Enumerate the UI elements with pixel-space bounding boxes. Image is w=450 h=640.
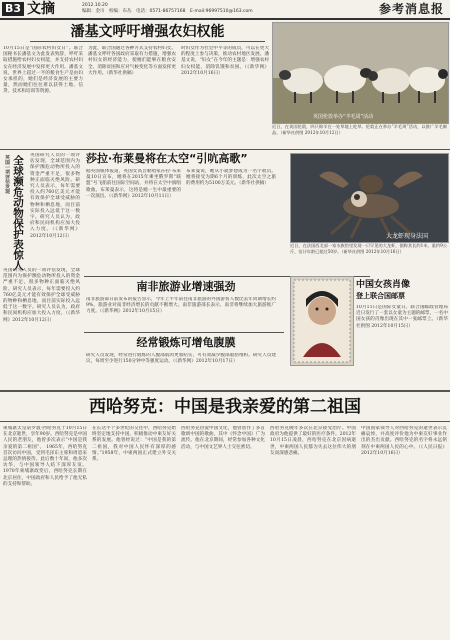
article-top-body-mid: 为此，联合国通过各种方式支持农村妇女。潘基文呼吁各国政府采取有力措施，增强农村妇女的经济能力，使她们能够在粮食安全、消除贫困和应对气候变化等方面发挥更大作用。（新华社供稿） (88, 46, 176, 76)
article-main-col3: 西哈努克热爱中国文化，他曾创作了多首歌颂中国的歌曲，其中《怀念中国》广为流传。他在北京期间，经常参加各种文化活动，与中国文艺界人士交往密切。 (181, 426, 265, 450)
lobster-photo (290, 153, 449, 243)
section-title: 文摘 (27, 1, 55, 17)
sheep-photo-caption: 近日，在英国伦敦，四只绵羊在一处草地上吃草。伦敦正在举办“羊毛周”活动，以推广羊毛制品。（新华社供图 2012年10月12日） (272, 124, 447, 135)
article-right-body: 10月11日是国际女童日。联合国邮政管理局近日发行了一套以女童为主题的邮票，一名中国女孩的肖像出现在其中一张邮票上。（新华社供图 2012年10月15日） (356, 305, 448, 329)
header-date: 2012.10.20 (82, 3, 108, 8)
article-top-body-left: 10月15日是“国际农村妇女日”。联合国秘书长潘基文为此发表致辞，呼吁采取措施给农村妇女权能，并支持农村妇女在经济发展中发挥更大作用。潘基文说，世界上超过一半的粮食生产是由妇女承担的，她们是经济发展的主要力量，然而她们往往难以获得土地、信贷、技术和培训等资源。 (3, 46, 83, 95)
article-top-title: 潘基文呼吁增强农妇权能 (70, 24, 225, 40)
masthead: 参考消息报 (378, 2, 444, 16)
article-pola-body: 据英国媒体报道，英国女高音歌唱家莎拉·布莱曼10日宣布，她将在2015年乘坐俄罗斯“联盟”号飞船前往国际空间站，并将在太空中演唱歌曲。布莱曼表示，这将是她一生中最重要的一次演出。（《新华网》2012年10月11日） (86, 169, 181, 199)
article-main-col1 (3, 426, 87, 636)
article-main-col4: 西哈努克晚年多次在北京接受治疗。中国政府为他提供了最好的医疗条件。2012年10月15日凌晨，西哈努克在北京因病逝世，中柬两国人民都为失去这位伟大的朋友而深感悲痛。 (270, 426, 356, 456)
article-main-col5: 中国国家领导人对西哈努克的逝世表示沉痛哀悼，并高度评价他为中柬友好事业作出的杰出贡献。西哈努克的名字将永远铭刻在中柬两国人民的心中。（《人民日报》2012年10月16日） (361, 426, 447, 456)
page-header (0, 0, 450, 20)
article-left-subtitle: 英国一项评估发现 (4, 155, 9, 194)
divider (0, 421, 450, 422)
stamp-photo (290, 276, 354, 366)
article-main-title: 西哈努克：中国是我亲爱的第二祖国 (89, 397, 361, 417)
lobster-image (291, 154, 448, 242)
article-pola-title: 莎拉·布莱曼将在太空“引吭高歌” (86, 152, 248, 165)
lobster-photo-label: 大龙虾现身法国 (386, 233, 429, 240)
article-right-title: 中国女孩肖像 (356, 280, 411, 290)
divider (84, 332, 284, 333)
article-tourism-title: 南非旅游业增速强劲 (136, 280, 236, 293)
article-main-col1-text: 1965年，西哈努克首次访问中国，受到毛泽东主席和周恩来总理的热情接待。此后数十年间，他多次访华，与中国领导人结下深厚友谊。1970年柬埔寨政变后，西哈努克长期在北京居住，中国政府和人民给予了他无私的支持和帮助。 (3, 444, 87, 487)
article-left-title: 全球濒危动物保护表惊人 (12, 155, 24, 271)
article-main-col2: 在长达半个多世纪的交往中，西哈努克始终坚定地支持中国，积极推动中柬友好关系的发展。他曾经说过：“中国是我的第二祖国，我对中国人民怀有深厚的感情。”1958年，中柬两国正式建立外交关系。 (92, 426, 176, 463)
article-main-lede: 柬埔寨太皇诺罗敦·西哈努克于10月15日在北京逝世，享年90岁。西哈努克是中国人民的老朋友，他曾多次表示“中国是我亲爱的第二祖国”。 (3, 426, 87, 450)
divider (0, 149, 450, 150)
sheep-photo (272, 22, 449, 124)
article-right-subtitle: 登上联合国邮票 (356, 292, 405, 300)
article-economy-title: 经常锻炼可增龟腹膜 (136, 336, 236, 349)
page-number: B3 (2, 2, 24, 16)
divider (30, 41, 265, 42)
stamp-image (291, 277, 353, 365)
header-info (82, 3, 253, 15)
article-tourism-body: 南非旅游部日前发布的报告显示，今年上半年前往南非旅游的外国游客人数比去年同期增长约9%，旅游业对南非经济增长的贡献不断增大。南非旅游部长表示，南非将继续加大旅游推广力度。（《新华网》2012年10月15日） (86, 297, 276, 315)
article-pola-body-right: 布莱曼说，她从小就梦想成为一名宇航员。她将接受为期6个月的训练，此次太空之旅的费用约为5100万美元。（新华社供稿） (186, 169, 276, 187)
divider (0, 390, 450, 392)
sheep-image (273, 23, 448, 123)
article-left-body-bottom: 英国研究人员的一项评估发现，全球范围内为保护濒危动物所投入的资金严重不足，很多物种正面临灭绝风险。研究人员表示，每年需要投入约760亿美元才能有效保护全球受威胁的物种和栖息地，而目前实际投入远低于这一数字。研究人员认为，政府和民间机构应加大投入力度。（《新华网》2012年10月12日） (3, 268, 80, 323)
article-top-body-right: 时妇女作为社会中平等的成员，可以在更大的程度上参与决策，推动农村地区发展。潘基文说，“妇女”在今年的主题是：增强农村妇女权能，消除饥饿和贫困。（《新华网》2012年10月16日） (181, 46, 269, 76)
lobster-photo-caption: 近日，在法国西北部一家水族馆里发现一只罕见的大龙虾，据称其长约1米，重约9公斤，估计年龄已超过50岁。（新华社供图 2012年10月16日） (290, 243, 447, 254)
sheep-photo-label: 英国伦敦举办“羊毛周”活动 (313, 114, 374, 120)
article-left-body-top: 英国研究人员的一项评估发现，全球范围内为保护濒危动物所投入的资金严重不足，很多物种正面临灭绝风险。研究人员表示，每年需要投入约760亿美元才能有效保护全球受威胁的物种和栖息地，而目前实际投入远低于这一数字。研究人员认为，政府和民间机构应加大投入力度。（《新华网》2012年10月12日） (30, 153, 80, 239)
header-contact: 编辑：金川 校编：布丛 电话：0571-86757168 E-mail:96997510@163.com (82, 9, 253, 14)
article-economy-body: 研究人员发现，经常进行锻炼的人腹部肌肉更加结实，可有效减少腹部脂肪堆积。研究人员建议，每周至少进行150分钟中等强度运动。（《新华网》2012年10月17日） (86, 353, 276, 365)
